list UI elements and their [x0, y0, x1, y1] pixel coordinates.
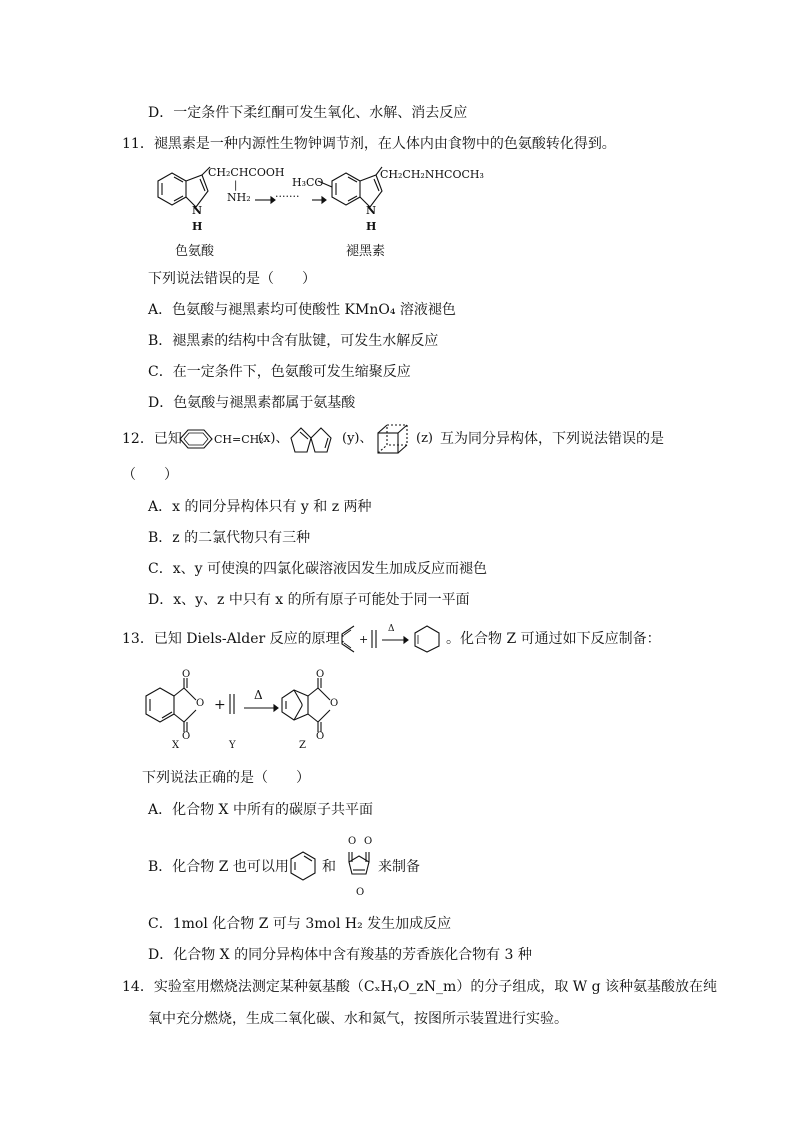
- maleic-anhydride-structure: [344, 840, 374, 890]
- diels-alder-dienophile: [370, 628, 380, 650]
- tryptophan-nh2: NH₂: [227, 191, 251, 204]
- conversion-dots: ·······: [275, 190, 300, 203]
- label-tryptophan: 色氨酸: [175, 244, 215, 259]
- compound-y-structure: [228, 692, 238, 716]
- cyclohexadiene-structure: [289, 850, 317, 882]
- q11-option-b: B．褪黑素的结构中含有肽键，可发生水解反应: [148, 333, 439, 349]
- tryptophan-bond: |: [234, 180, 238, 191]
- styrene-structure: [180, 428, 214, 450]
- q13-option-b-end: 来制备: [378, 859, 420, 875]
- q12-option-a: A．x 的同分异构体只有 y 和 z 两种: [148, 499, 372, 515]
- reaction-arrow: [244, 704, 278, 712]
- compound-x-o-ring: O: [196, 698, 205, 709]
- diels-alder-delta: Δ: [388, 624, 395, 634]
- x-tag: (x)、: [258, 431, 289, 446]
- tryptophan-sidechain: CH₂CHCOOH: [208, 166, 285, 179]
- q11-option-a: A．色氨酸与褪黑素均可使酸性 KMnO₄ 溶液褪色: [148, 302, 456, 318]
- q12-option-d: D．x、y、z 中只有 x 的所有原子可能处于同一平面: [148, 592, 470, 608]
- q12-option-c: C．x、y 可使溴的四氯化碳溶液因发生加成反应而褪色: [148, 561, 487, 577]
- melatonin-methoxy: H₃CO: [292, 176, 324, 189]
- compound-z-o-top: O: [316, 669, 325, 680]
- tryptophan-h: H: [192, 220, 203, 233]
- tryptophan-n: N: [192, 204, 203, 217]
- melatonin-n: N: [366, 204, 377, 217]
- cubane-structure: [376, 423, 410, 455]
- bicyclic-structure: [287, 424, 337, 456]
- q11-option-c: C．在一定条件下，色氨酸可发生缩聚反应: [148, 364, 411, 380]
- q13-option-d: D．化合物 X 的同分异构体中含有羧基的芳香族化合物有 3 种: [148, 947, 532, 963]
- diels-alder-diene: [338, 624, 356, 654]
- label-melatonin: 褪黑素: [346, 244, 386, 259]
- q14-line2: 氧中充分燃烧，生成二氧化碳、水和氮气，按图所示装置进行实验。: [148, 1011, 568, 1027]
- reaction-plus: +: [214, 697, 226, 713]
- compound-x-o-bottom: O: [182, 731, 191, 742]
- diels-alder-product: [412, 624, 442, 654]
- q13-option-a: A．化合物 X 中所有的碳原子共平面: [148, 802, 373, 818]
- label-z: Z: [299, 740, 306, 751]
- label-y: Y: [229, 740, 236, 751]
- maleic-o-left: O: [348, 836, 357, 847]
- styrene-group: CH=CH₂: [214, 433, 264, 446]
- melatonin-h: H: [366, 220, 377, 233]
- diels-alder-arrow: [382, 636, 408, 644]
- melatonin-sidechain: CH₂CH₂NHCOCH₃: [380, 168, 484, 181]
- q12-paren: （ ）: [122, 467, 178, 483]
- diels-alder-plus: +: [359, 633, 369, 646]
- q13-option-b-start: B．化合物 Z 也可以用: [148, 859, 289, 875]
- conversion-arrow: [255, 196, 275, 204]
- maleic-o-right: O: [364, 836, 373, 847]
- label-x: X: [172, 740, 180, 751]
- compound-z-o-bottom: O: [316, 731, 325, 742]
- q13-prompt: 下列说法正确的是（ ）: [142, 770, 310, 786]
- q10-option-d: D．一定条件下柔红酮可发生氧化、水解、消去反应: [148, 105, 468, 121]
- reaction-delta: Δ: [254, 688, 263, 702]
- q11-option-d: D．色氨酸与褪黑素都属于氨基酸: [148, 395, 356, 411]
- y-tag: (y)、: [342, 431, 373, 446]
- q13-option-b-mid: 和: [322, 859, 336, 875]
- q13-stem-end: 。化合物 Z 可通过如下反应制备：: [446, 631, 661, 647]
- q14-line1: 14．实验室用燃烧法测定某种氨基酸（CₓHᵧO_zN_m）的分子组成，取 W g 该种氨基酸放在纯: [122, 979, 718, 995]
- z-tag: (z): [416, 431, 433, 446]
- q11-stem: 11．褪黑素是一种内源性生物钟调节剂，在人体内由食物中的色氨酸转化得到。: [122, 136, 616, 152]
- compound-z-o-ring: O: [330, 698, 339, 709]
- q13-option-c: C．1mol 化合物 Z 可与 3mol H₂ 发生加成反应: [148, 916, 452, 932]
- compound-x-o-top: O: [182, 669, 191, 680]
- q13-stem-start: 13．已知 Diels-Alder 反应的原理：: [122, 631, 354, 647]
- q12-number: 12．已知: [122, 431, 182, 447]
- maleic-o-bottom: O: [356, 887, 365, 898]
- q12-stem-rest: 互为同分异构体，下列说法错误的是: [440, 431, 664, 447]
- q11-prompt: 下列说法错误的是（ ）: [148, 271, 316, 287]
- q12-option-b: B．z 的二氯代物只有三种: [148, 530, 311, 546]
- compound-z-structure: [280, 672, 350, 742]
